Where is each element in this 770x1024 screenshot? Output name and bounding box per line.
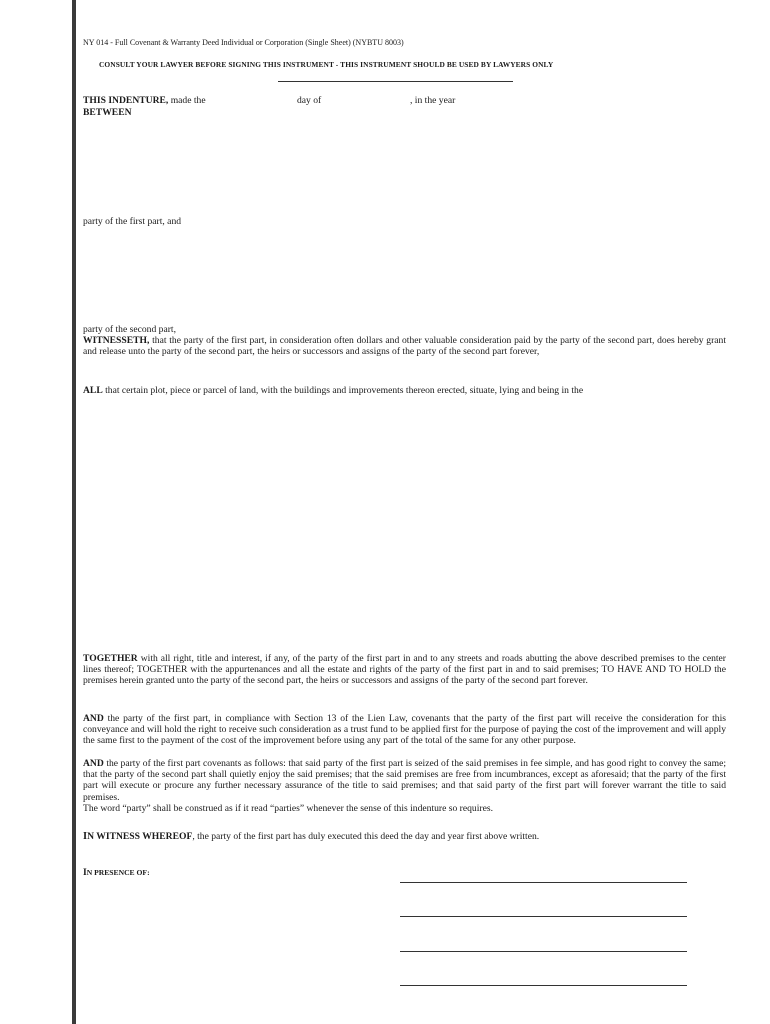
witness-whereof-lead: N WITNESS WHEREOF — [87, 831, 193, 842]
day-of-label: day of — [297, 95, 322, 106]
lien-law-lead: AND — [83, 713, 104, 724]
made-the-label: made the — [168, 95, 206, 106]
presence-initial: I — [83, 867, 87, 878]
signature-line[interactable] — [400, 916, 687, 917]
lien-law-clause — [83, 713, 726, 747]
in-presence-of-label — [83, 862, 150, 880]
witness-whereof-initial: I — [83, 831, 88, 842]
witnesseth-text: that the party of the first part, in consideration often dollars and other valuable consideration paid by the party of the second part, does hereby grant and release unto the party of the second part, the heirs or successors and assigns of the party of the second part forever, — [83, 335, 726, 358]
all-lead: ALL — [83, 385, 103, 396]
form-id: NY 014 - Full Covenant & Warranty Deed Individual or Corporation (Single Sheet) (NYBTU 8003) — [83, 38, 404, 47]
together-lead: TOGETHER — [83, 653, 138, 664]
presence-rest: N PRESENCE OF: — [86, 868, 150, 877]
witnesseth-lead: WITNESSETH, — [83, 335, 150, 346]
signature-line[interactable] — [400, 985, 687, 986]
first-party-label: party of the first part, and — [83, 216, 182, 227]
party-word-clause: The word “party” shall be construed as if it read “parties” whenever the sense of this indenture so requires. — [83, 803, 493, 814]
together-text: with all right, title and interest, if any, of the party of the first part in and to any streets and roads abutting the above described premises to the center lines thereof; TOGETHER with the appurtenances and all the estate and rights of the party of the first part in and to said premises; TO HAVE AND TO HOLD the premises herein granted unto the party of the second part, the heirs or successors and assigns of the party of the second part forever. — [83, 653, 726, 687]
covenants-clause — [83, 758, 726, 803]
lawyer-warning: CONSULT YOUR LAWYER BEFORE SIGNING THIS INSTRUMENT - THIS INSTRUMENT SHOULD BE USED BY LAWYERS ONLY — [99, 60, 554, 69]
covenants-lead: AND — [83, 758, 104, 769]
left-margin-rule — [72, 0, 76, 1024]
indenture-lead: THIS INDENTURE, — [83, 95, 169, 106]
in-the-year-label: , in the year — [410, 95, 456, 106]
indenture-line — [83, 95, 206, 106]
witness-whereof-clause — [83, 831, 539, 842]
between-label: BETWEEN — [83, 107, 132, 118]
all-text: that certain plot, piece or parcel of land, with the buildings and improvements thereon erected, situate, lying and being in the — [102, 385, 584, 396]
signature-line[interactable] — [400, 882, 687, 883]
second-party-label: party of the second part, — [83, 324, 176, 335]
covenants-text: the party of the first part covenants as follows: that said party of the first part is seized of the said premises in fee simple, and has good right to convey the same; that the party of the second part shall quietly enjoy the said premises; that the said premises are free from incumbrances, except as aforesaid; that the party of the first part will execute or procure any further necessary assurance of the title to said premises; and that said party of the first part will forever warrant the title to said premises. — [83, 758, 726, 803]
witnesseth-clause — [83, 335, 726, 357]
lien-law-text: the party of the first part, in compliance with Section 13 of the Lien Law, covenants that the party of the first part will receive the consideration for this conveyance and will hold the right to receive such consideration as a trust fund to be applied first for the purpose of paying the cost of the improvement and will apply the same first to the payment of the cost of the improvement before using any part of the total of the same for any other purpose. — [83, 713, 726, 747]
all-clause — [83, 385, 726, 396]
header-divider — [278, 81, 513, 82]
witness-whereof-text: , the party of the first part has duly executed this deed the day and year first above written. — [192, 831, 540, 842]
together-clause — [83, 653, 726, 687]
signature-line[interactable] — [400, 951, 687, 952]
